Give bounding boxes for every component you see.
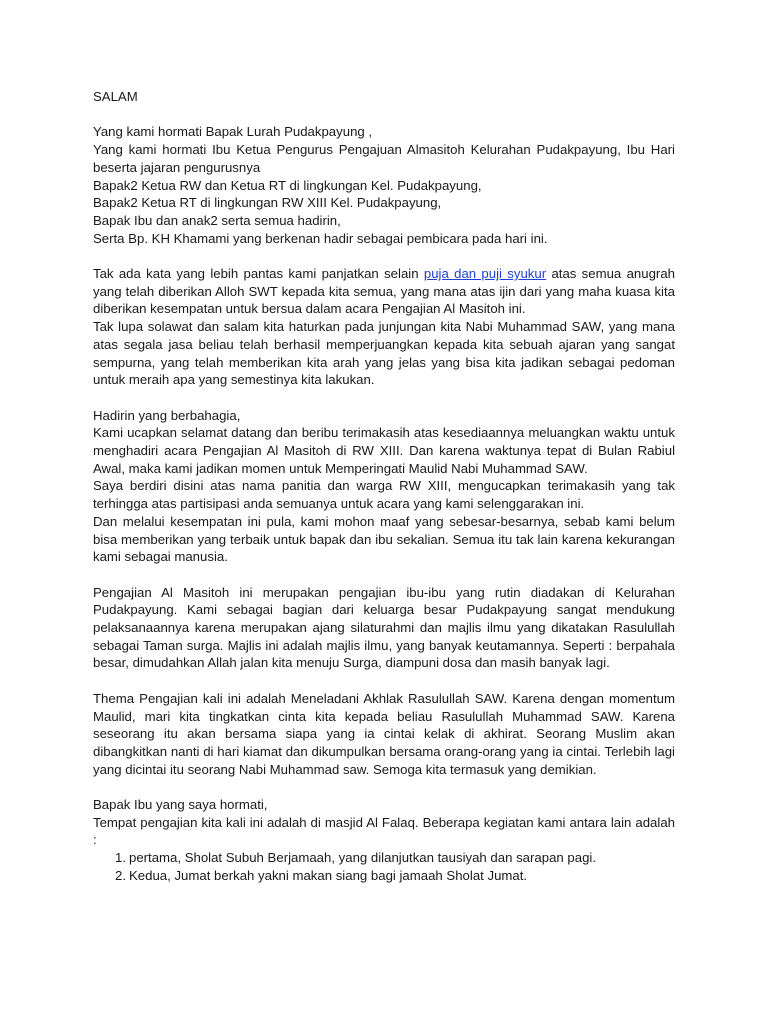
list-item: [93, 867, 675, 885]
list-item-text: Kedua, Jumat berkah yakni makan siang bagi jamaah Sholat Jumat.: [129, 867, 528, 883]
addressee-line: Serta Bp. KH Khamami yang berkenan hadir sebagai pembicara pada hari ini.: [93, 230, 548, 246]
opening-text-before: Tak ada kata yang lebih pantas kami panjatkan selain: [93, 266, 424, 281]
thanks-paragraph: Saya berdiri disini atas nama panitia dan warga RW XIII, mengucapkan terimakasih yang tak terhingga atas partisipasi anda semuanya untuk acara yang kami selenggarakan ini.: [93, 478, 675, 512]
solawat-paragraph: Tak lupa solawat dan salam kita haturkan pada junjungan kita Nabi Muhammad SAW, yang mana atas segala jasa beliau telah berhasil memperjuangkan kepada kita sebuah ajaran yang sangat sempurna, yang telah memberikan kita arah yang jelas yang bisa kita jadikan sebagai pedoman untuk meraih apa yang semestinya kita lakukan.: [93, 319, 675, 388]
document-page: [93, 88, 675, 885]
addressee-line: Bapak Ibu dan anak2 serta semua hadirin,: [93, 212, 341, 228]
activity-list: [93, 849, 675, 884]
bapak-ibu-salutation: Bapak Ibu yang saya hormati,: [93, 797, 268, 813]
opening-text-after: atas semua anugrah yang telah diberikan Alloh SWT kepada kita semua, yang mana atas ijin dari yang maha kuasa kita diberikan kesempatan untuk bersua dalam acara Pengajian Al Masitoh ini.: [93, 266, 675, 317]
thema-paragraph: Thema Pengajian kali ini adalah Meneladani Akhlak Rasulullah SAW. Karena dengan momentum Maulid, mari kita tingkatkan cinta kita kepada beliau Rasulullah Muhammad SAW. Karena seseorang itu akan bersama siapa yang ia cintai kelak di akhirat. Seorang Muslim akan dibangkitkan nanti di hari kiamat dan dikumpulkan bersama orang-orang yang ia cintai. Terlebih lagi yang dicintai itu seorang Nabi Muhammad saw. Semoga kita termasuk yang demikian.: [93, 690, 675, 777]
opening-paragraph: [93, 265, 675, 318]
list-number: 1.: [115, 850, 126, 866]
hadirin-salutation: Hadirin yang berbahagia,: [93, 407, 241, 423]
list-number: 2.: [115, 867, 126, 883]
apology-paragraph: Dan melalui kesempatan ini pula, kami mohon maaf yang sebesar-besarnya, sebab kami belum bisa memberikan yang terbaik untuk bapak dan ibu sekalian. Semua itu tak lain karena kekurangan kami sebagai manusia.: [93, 513, 675, 565]
tempat-paragraph: Tempat pengajian kita kali ini adalah di masjid Al Falaq. Beberapa kegiatan kami antara lain adalah :: [93, 814, 675, 848]
addressee-line: Yang kami hormati Bapak Lurah Pudakpayung ,: [93, 124, 373, 140]
addressee-line: Bapak2 Ketua RW dan Ketua RT di lingkungan Kel. Pudakpayung,: [93, 177, 482, 193]
pengajian-paragraph: Pengajian Al Masitoh ini merupakan pengajian ibu-ibu yang rutin diadakan di Kelurahan Pudakpayung. Kami sebagai bagian dari keluarga besar Pudakpayung sangat mendukung pelaksanaannya karena merupakan ajang silaturahmi dan majlis ilmu yang dikatakan Rasulullah sebagai Taman surga. Majlis ini adalah majlis ilmu, yang banyak keutamannya. Seperti : berpahala besar, dimudahkan Allah jalan kita menuju Surga, diampuni dosa dan masih banyak lagi.: [93, 584, 675, 671]
addressee-list: [93, 123, 675, 247]
puja-syukur-link[interactable]: puja dan puji syukur: [423, 266, 547, 281]
addressee-line: Yang kami hormati Ibu Ketua Pengurus Pengajuan Almasitoh Kelurahan Pudakpayung, Ibu Hari beserta jajaran pengurusnya: [93, 142, 675, 175]
list-item: [93, 849, 675, 867]
list-item-text: pertama, Sholat Subuh Berjamaah, yang dilanjutkan tausiyah dan sarapan pagi.: [129, 850, 597, 866]
addressee-line: Bapak2 Ketua RT di lingkungan RW XIII Kel. Pudakpayung,: [93, 195, 442, 211]
welcome-paragraph: Kami ucapkan selamat datang dan beribu terimakasih atas kesediaannya meluangkan waktu untuk menghadiri acara Pengajian Al Masitoh di RW XIII. Dan karena waktunya tepat di Bulan Rabiul Awal, maka kami jadikan momen untuk Memperingati Maulid Nabi Muhammad SAW.: [93, 425, 675, 476]
greeting: SALAM: [93, 89, 138, 104]
